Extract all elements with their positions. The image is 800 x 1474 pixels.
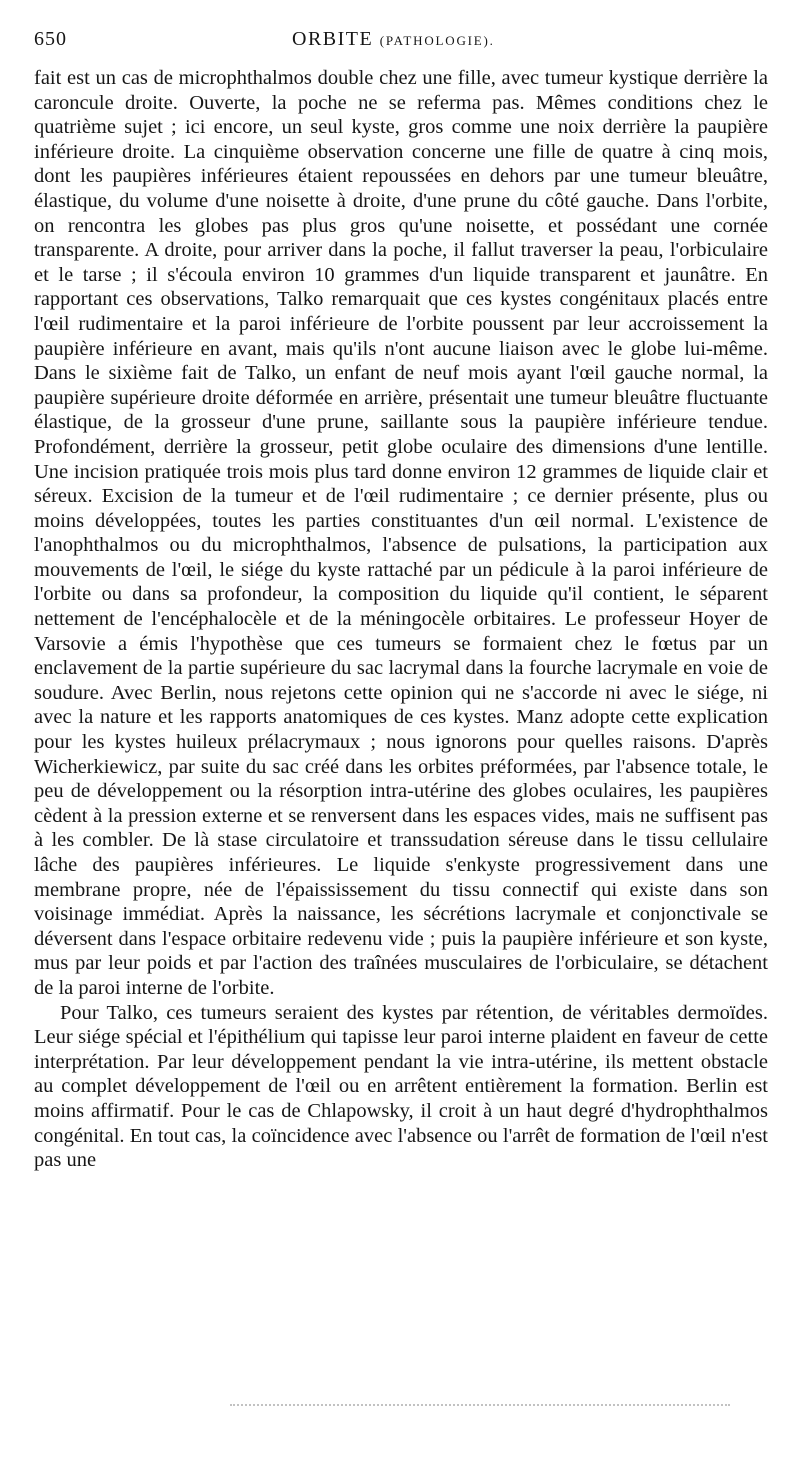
book-page [34,26,768,1466]
running-title [292,28,495,51]
body-text [34,66,768,1173]
paragraph-continued: fait est un cas de microphthalmos double chez une fille, avec tumeur kystique derrière la caroncule droite. Ouverte, la poche ne se referma pas. Mêmes conditions chez le quatrième sujet ; ici encore, un seul kyste, gros comme une noix derrière la paupière inférieure droite. La cinquième observation concerne une fille de quatre à cinq mois, dont les paupières inférieures étaient repoussées en dehors par une tumeur bleuâtre, élastique, du volume d'une noisette à droite, d'une prune du côté gauche. Dans l'orbite, on rencontra les globes pas plus gros qu'une noisette, et possédant une cornée transparente. A droite, pour arriver dans la poche, il fallut traverser la peau, l'orbiculaire et le tarse ; il s'écoula environ 10 grammes d'un liquide transparent et jaunâtre. En rapportant ces observations, Talko remarquait que ces kystes congénitaux placés entre l'œil rudimentaire et la paroi inférieure de l'orbite poussent par leur accroissement la paupière inférieure en avant, mais qu'ils n'ont aucune liaison avec le globe lui-même. Dans le sixième fait de Talko, un enfant de neuf mois ayant l'œil gauche normal, la paupière supérieure droite déformée en arrière, présentait une tumeur bleuâtre fluctuante élastique, de la grosseur d'une prune, saillante sous la paupière inférieure tendue. Profondément, derrière la grosseur, petit globe oculaire des dimensions d'une lentille. Une incision pratiquée trois mois plus tard donne environ 12 grammes de liquide clair et séreux. Excision de la tumeur et de l'œil rudimentaire ; ce dernier présente, plus ou moins développées, toutes les parties constituantes d'un œil normal. L'existence de l'anophthalmos ou du microphthalmos, l'absence de pulsations, la participation aux mouvements de l'œil, le siége du kyste rattaché par un pédicule à la paroi inférieure de l'orbite ou dans sa profondeur, la composition du liquide qu'il contient, le séparent nettement de l'encéphalocèle et de la méningocèle orbitaires. Le professeur Hoyer de Varsovie a émis l'hypothèse que ces tumeurs se formaient chez le fœtus par un enclavement de la partie supérieure du sac lacrymal dans la fourche lacrymale en voie de soudure. Avec Berlin, nous rejetons cette opinion qui ne s'accorde ni avec le siége, ni avec la nature et les rapports anatomiques de ces kystes. Manz adopte cette explication pour les kystes huileux prélacrymaux ; nous ignorons pour quelles raisons. D'après Wicherkiewicz, par suite du sac créé dans les orbites préformées, par l'absence totale, le peu de développement ou la résorption intra-utérine des globes oculaires, les paupières cèdent à la pression externe et se renversent dans les espaces vides, mais ne suffisent pas à les combler. De là stase circulatoire et transsudation séreuse dans le tissu cellulaire lâche des paupières inférieures. Le liquide s'enkyste progressivement dans une membrane propre, née de l'épaississement du tissu connectif qui existe dans son voisinage immédiat. Après la naissance, les sécrétions lacrymale et conjonctivale se déversent dans l'espace orbitaire redevenu vide ; puis la paupière inférieure et son kyste, mus par leur poids et par l'action des traînées musculaires de l'orbiculaire, se détachent de la paroi interne de l'orbite. [34,67,768,999]
chapter-subtitle: (PATHOLOGIE). [379,33,495,48]
footer-rule [230,1404,730,1409]
chapter-title: ORBITE [292,28,374,50]
running-head [34,26,768,66]
paragraph-talko: Pour Talko, ces tumeurs seraient des kystes par rétention, de véritables dermoïdes. Leur siége spécial et l'épithélium qui tapisse leur paroi interne plaident en faveur de cette interprétation. Par leur développement pendant la vie intra-utérine, ils mettent obstacle au complet développement de l'œil ou en arrêtent entièrement la formation. Berlin est moins affirmatif. Pour le cas de Chlapowsky, il croit à un haut degré d'hydrophthalmos congénital. En tout cas, la coïncidence avec l'absence ou l'arrêt de formation de l'œil n'est pas une [34,1001,768,1172]
page-number: 650 [34,28,67,50]
